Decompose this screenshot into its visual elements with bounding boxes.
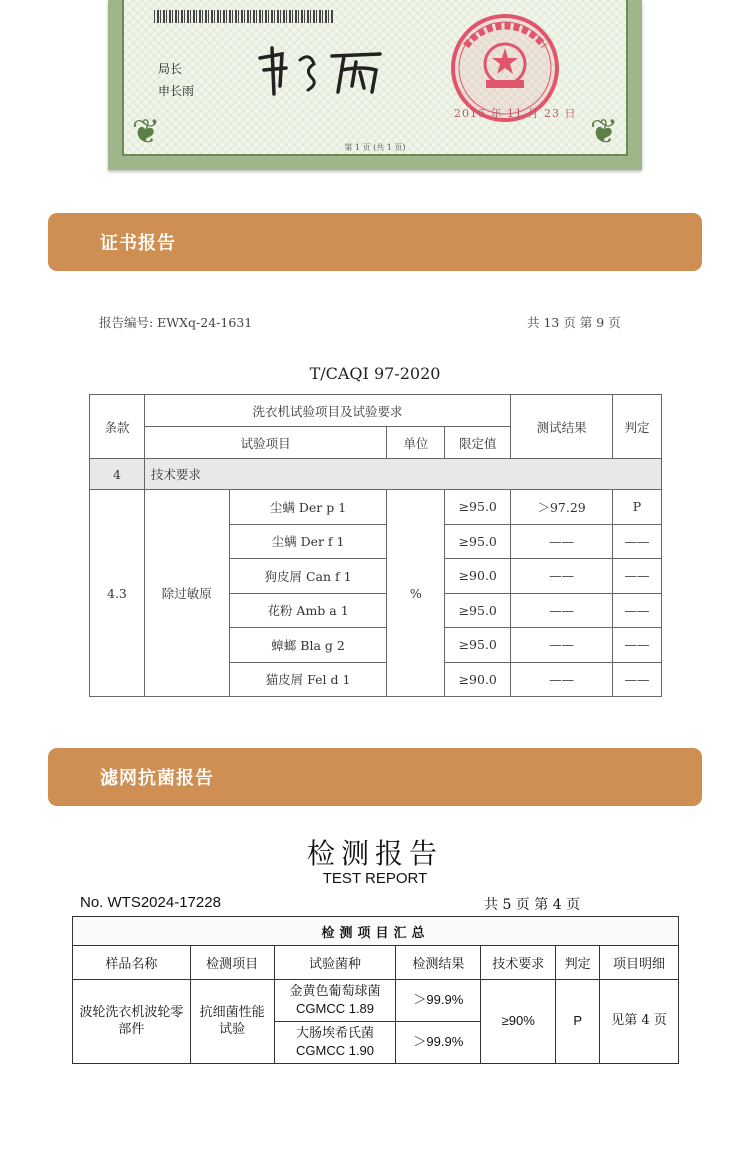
header-test-item: 检测项目	[190, 946, 274, 980]
row-item: 蟑螂 Bla g 2	[229, 628, 387, 663]
header-requirement: 技术要求	[481, 946, 556, 980]
signature-image	[252, 40, 392, 100]
section-row	[90, 459, 662, 490]
row-judgment: P	[613, 490, 662, 525]
row-item: 花粉 Amb a 1	[229, 593, 387, 628]
detail: 见第 4 页	[600, 980, 679, 1064]
row-result: ——	[511, 524, 613, 559]
strain-name: 大肠埃希氏菌	[296, 1026, 375, 1042]
group-category: 除过敏原	[144, 490, 229, 697]
section-clause: 4	[90, 459, 145, 490]
row-result: ——	[511, 559, 613, 594]
table-header-row	[90, 395, 662, 427]
row-limit: ≥90.0	[445, 559, 511, 594]
row-judgment: ——	[613, 593, 662, 628]
director-name: 申长雨	[158, 84, 195, 98]
header-judgment: 判定	[613, 395, 662, 459]
banner-title: 证书报告	[100, 233, 176, 254]
certificate-body	[122, 0, 628, 156]
group-unit: %	[387, 490, 445, 697]
group-clause: 4.3	[90, 490, 145, 697]
report1-page-info: 共 13 页 第 9 页	[527, 315, 621, 330]
header-strain: 试验菌种	[274, 946, 396, 980]
header-items-and-requirements: 洗衣机试验项目及试验要求	[144, 395, 510, 427]
corner-ornament-icon: ❦	[589, 112, 619, 152]
report2-number: No. WTS2024-17228	[80, 894, 221, 911]
banner-title: 滤网抗菌报告	[100, 768, 214, 789]
header-detail: 项目明细	[600, 946, 679, 980]
row-item: 尘螨 Der p 1	[229, 490, 387, 525]
row-judgment: ——	[613, 559, 662, 594]
seal-date: 2016 年 11 月 23 日	[454, 107, 577, 120]
certificate-page-number: 第 1 页 (共 1 页)	[344, 143, 406, 152]
summary-header-row	[73, 917, 679, 946]
section-label: 技术要求	[144, 459, 661, 490]
row-item: 猫皮屑 Fel d 1	[229, 662, 387, 697]
row-result: ＞97.29	[511, 490, 613, 525]
report1-standard: T/CAQI 97-2020	[309, 364, 441, 383]
header-test-item: 试验项目	[144, 427, 386, 459]
row-limit: ≥90.0	[445, 662, 511, 697]
test-item: 抗细菌性能试验	[190, 980, 274, 1064]
header-judgment: 判定	[556, 946, 600, 980]
summary-header: 检测项目汇总	[73, 917, 679, 946]
table-row	[73, 980, 679, 1022]
table-header-row	[73, 946, 679, 980]
patent-certificate	[108, 0, 642, 170]
header-sample-name: 样品名称	[73, 946, 191, 980]
row-judgment: ——	[613, 662, 662, 697]
row-limit: ≥95.0	[445, 524, 511, 559]
strain-result: ＞99.9%	[396, 1022, 481, 1064]
report1-number: 报告编号: EWXq-24-1631	[99, 315, 253, 330]
header-result: 测试结果	[511, 395, 613, 459]
judgment: P	[556, 980, 600, 1064]
table-row	[90, 490, 662, 525]
barcode	[154, 10, 334, 23]
corner-ornament-icon: ❦	[131, 112, 161, 152]
report2-subtitle: TEST REPORT	[322, 870, 428, 887]
header-result: 检测结果	[396, 946, 481, 980]
strain-cell	[274, 1022, 396, 1064]
row-item: 狗皮屑 Can f 1	[229, 559, 387, 594]
row-limit: ≥95.0	[445, 628, 511, 663]
header-limit: 限定值	[445, 427, 511, 459]
row-result: ——	[511, 628, 613, 663]
header-clause: 条款	[90, 395, 145, 459]
strain-cell	[274, 980, 396, 1022]
report2-title: 检测报告	[306, 837, 443, 870]
row-judgment: ——	[613, 524, 662, 559]
row-limit: ≥95.0	[445, 593, 511, 628]
certificate-report-banner	[48, 213, 702, 271]
report2-page-info: 共 5 页 第 4 页	[484, 897, 581, 913]
strain-code: CGMCC 1.90	[296, 1042, 375, 1058]
filter-antibacterial-banner	[48, 748, 702, 806]
row-judgment: ——	[613, 628, 662, 663]
antibacterial-summary-table	[72, 916, 679, 1064]
strain-code: CGMCC 1.89	[296, 1000, 375, 1016]
strain-result: ＞99.9%	[396, 980, 481, 1022]
row-item: 尘螨 Der f 1	[229, 524, 387, 559]
director-title: 局长	[158, 62, 183, 76]
header-unit: 单位	[387, 427, 445, 459]
strain-name: 金黄色葡萄球菌	[289, 984, 381, 1000]
row-result: ——	[511, 593, 613, 628]
row-limit: ≥95.0	[445, 490, 511, 525]
sample-name: 波轮洗衣机波轮零部件	[73, 980, 191, 1064]
row-result: ——	[511, 662, 613, 697]
requirement: ≥90%	[481, 980, 556, 1064]
allergen-removal-table	[89, 394, 662, 697]
